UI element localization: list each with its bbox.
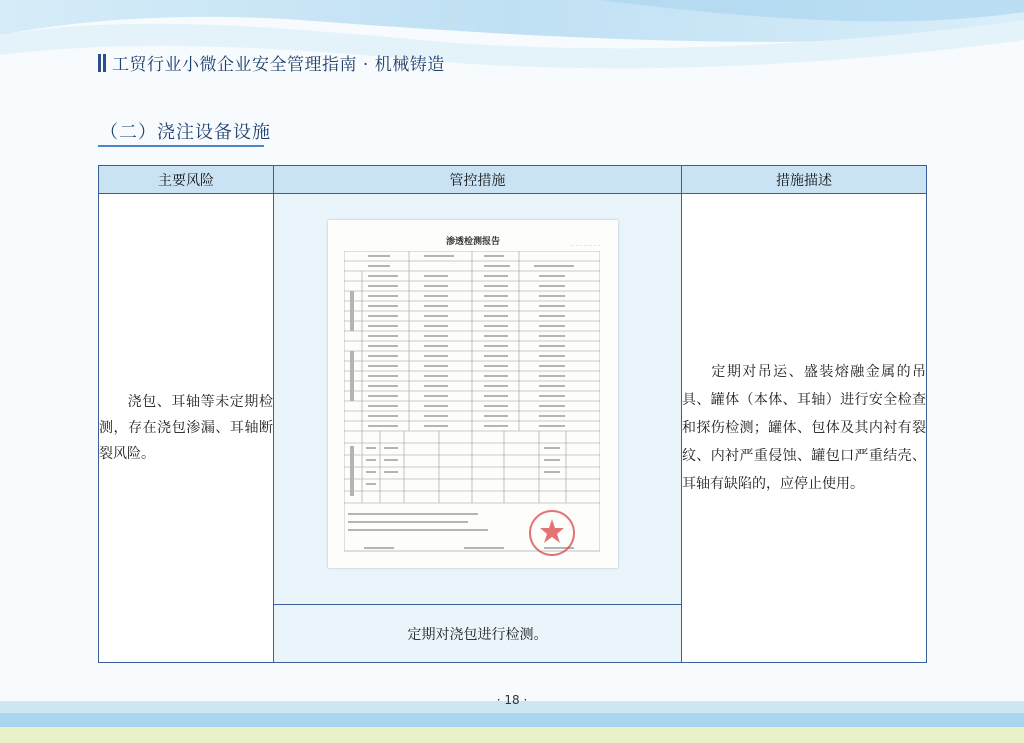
column-header-measure: 管控措施	[274, 166, 682, 194]
report-form-grid	[344, 251, 600, 559]
measure-cell	[274, 605, 682, 663]
section-title: （二）浇注设备设施	[100, 122, 271, 143]
footer-wave-background	[0, 673, 1024, 743]
page-number: · 18 ·	[496, 693, 528, 707]
report-title: 渗透检测报告	[445, 237, 500, 247]
measure-text: 定期对浇包进行检测。	[407, 626, 548, 643]
column-header-risk: 主要风险	[99, 166, 274, 194]
risk-text: 浇包、耳轴等未定期检测，存在浇包渗漏、耳轴断裂风险。	[99, 394, 273, 462]
inspection-report-image	[328, 220, 618, 568]
report-image-cell	[274, 194, 682, 605]
table-row	[99, 194, 927, 605]
table-header-row	[99, 166, 927, 194]
risk-cell	[99, 194, 274, 663]
header-marker	[98, 54, 101, 72]
report-number-text: · · · · · · · · · · · ·	[570, 243, 600, 248]
document-title: 工贸行业小微企业安全管理指南 · 机械铸造	[112, 55, 445, 75]
section-underline	[98, 145, 264, 147]
description-text: 定期对吊运、盛装熔融金属的吊具、罐体（本体、耳轴）进行安全检查和探伤检测；罐体、包体及其内衬有裂纹、内衬严重侵蚀、罐包口严重结壳、耳轴有缺陷的，应停止使用。	[682, 364, 926, 492]
header-marker	[103, 54, 106, 72]
column-header-description: 措施描述	[682, 166, 927, 194]
document-header	[98, 50, 445, 75]
risk-control-table	[98, 165, 927, 663]
description-cell	[682, 194, 927, 663]
